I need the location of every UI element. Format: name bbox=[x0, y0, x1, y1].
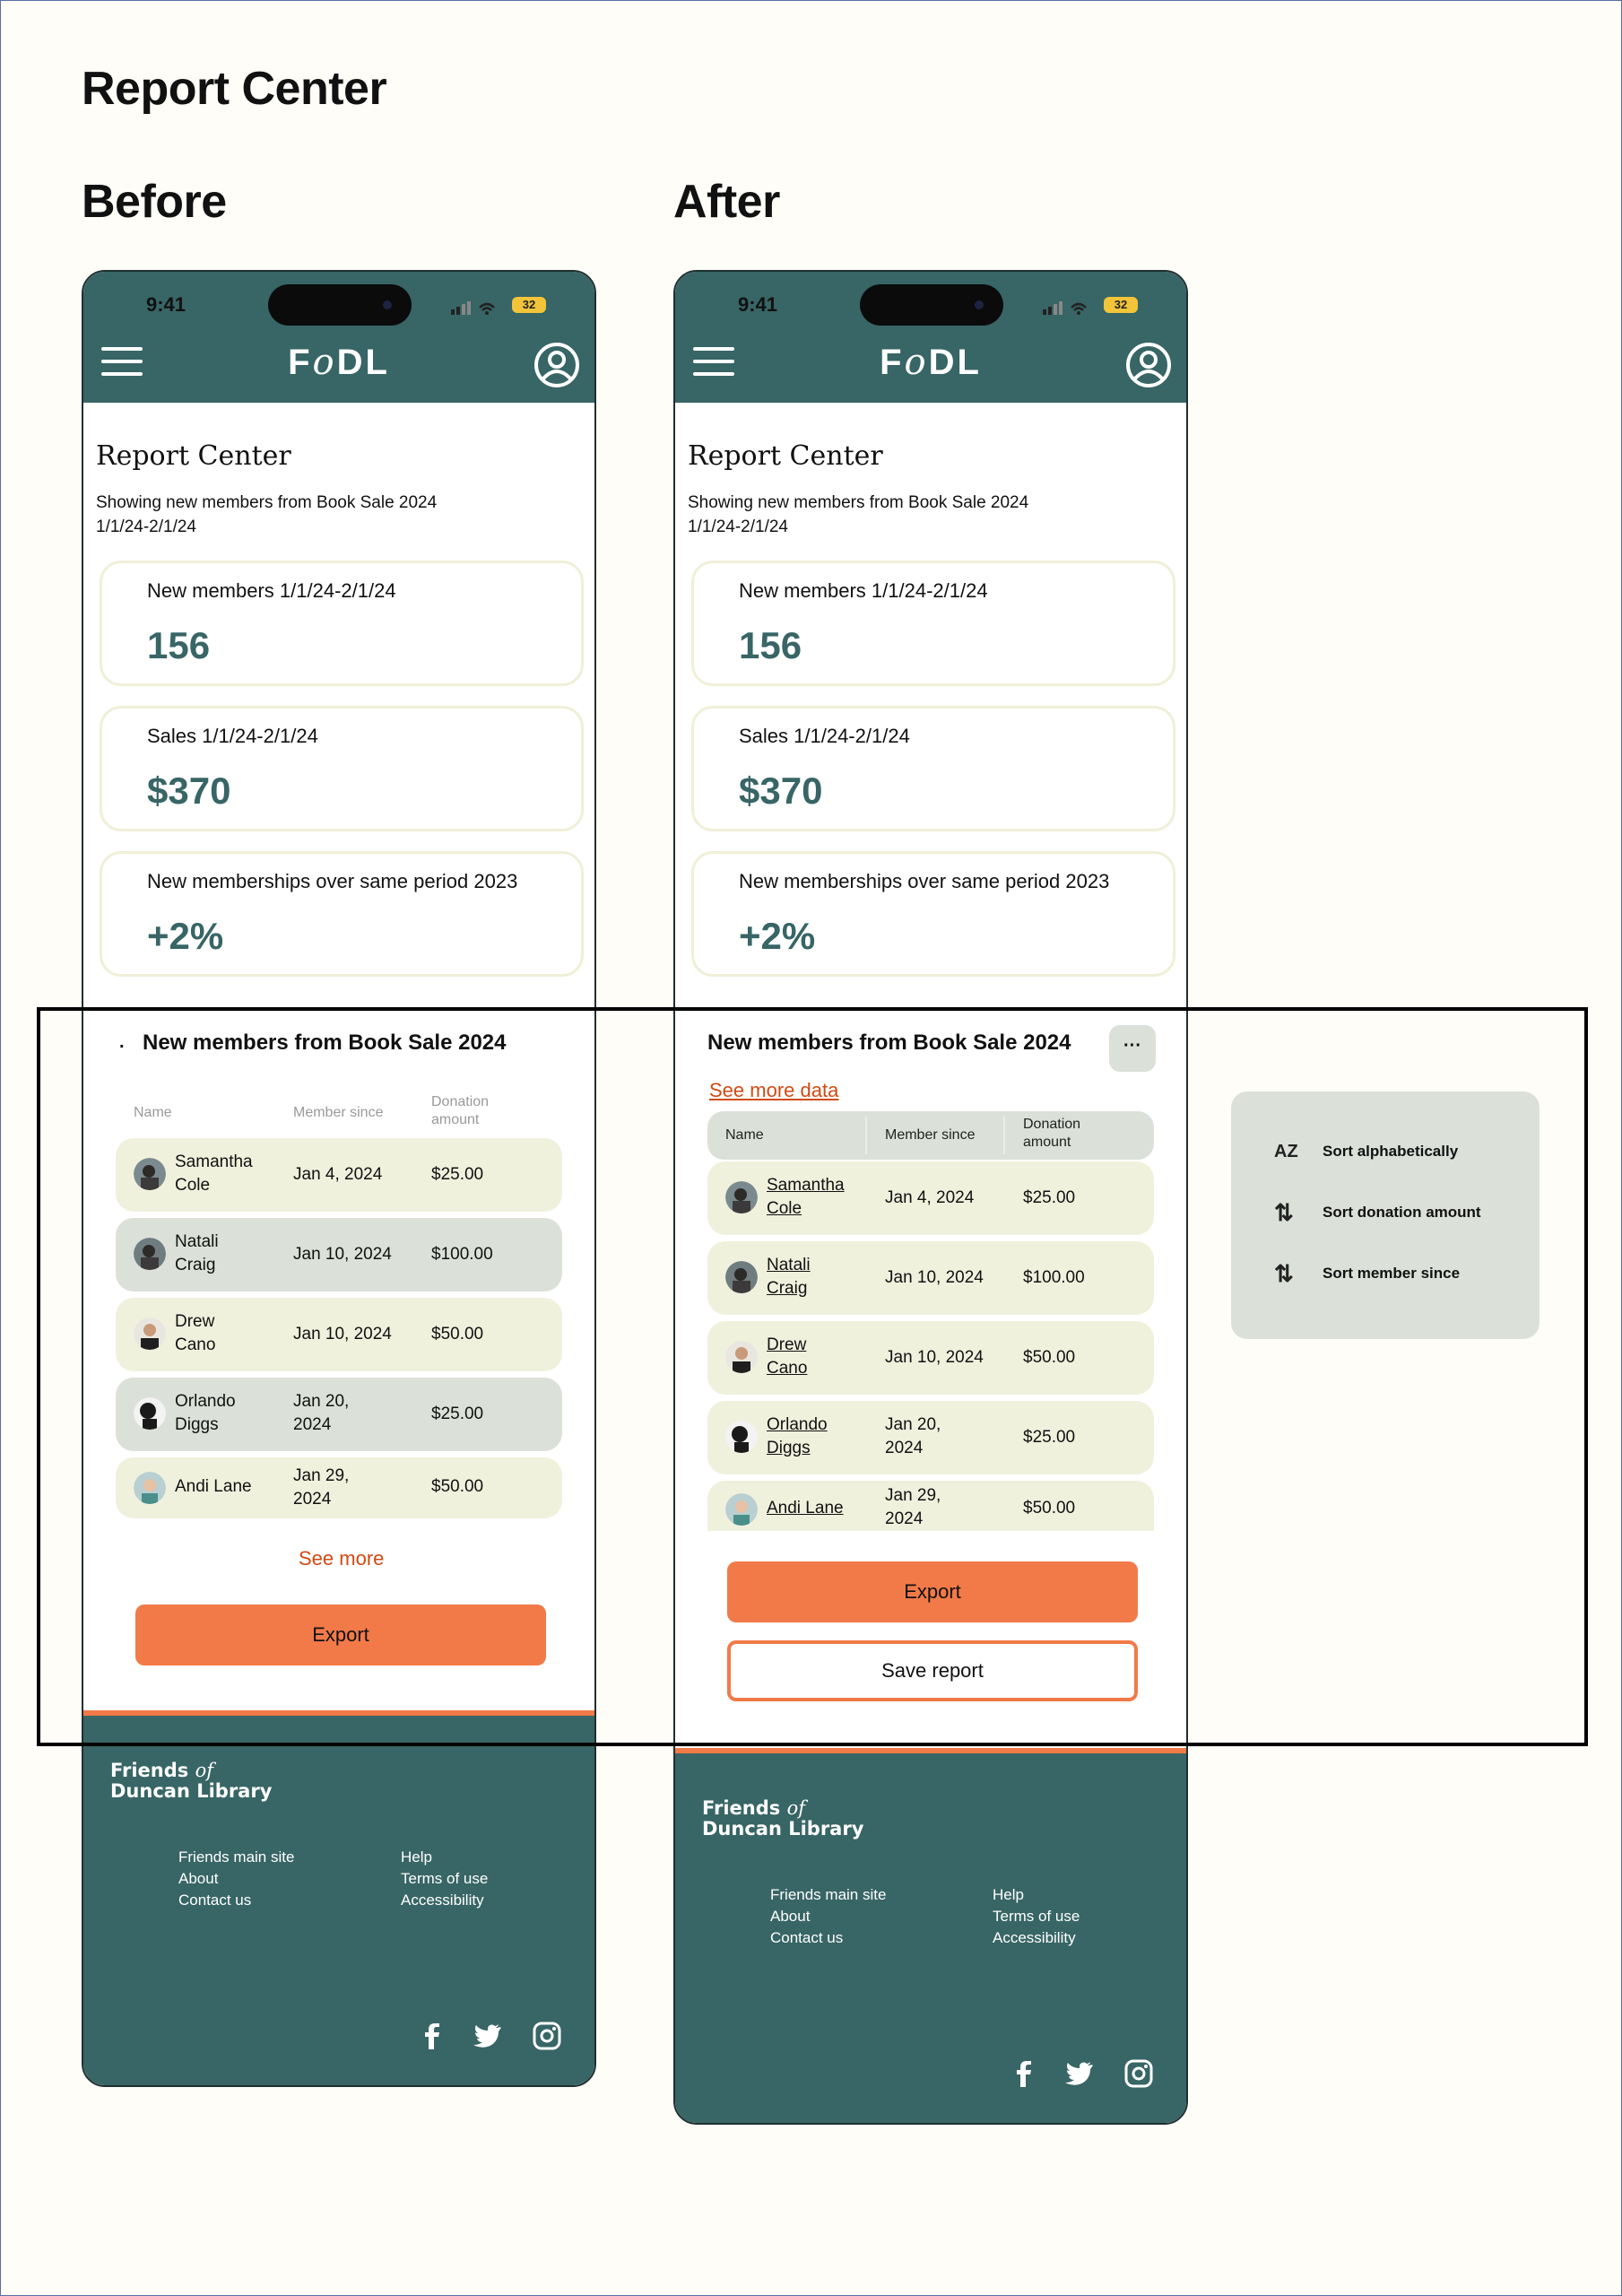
column-header-name[interactable]: Name bbox=[725, 1127, 764, 1143]
instagram-icon[interactable] bbox=[532, 2021, 562, 2051]
footer-link-main-site[interactable]: Friends main site bbox=[770, 1886, 887, 1903]
account-icon[interactable] bbox=[533, 342, 580, 388]
table-row[interactable]: Andi Lane Jan 29, 2024 $50.00 bbox=[116, 1457, 562, 1518]
table-row[interactable]: Andi Lane Jan 29, 2024 $50.00 bbox=[707, 1481, 1154, 1531]
footer-brand-logo[interactable]: Friends of Duncan Library bbox=[110, 1760, 273, 1802]
facebook-icon[interactable] bbox=[1009, 2058, 1039, 2089]
bullet: . bbox=[119, 1032, 125, 1052]
table-row[interactable]: Orlando Diggs Jan 20, 2024 $25.00 bbox=[116, 1378, 562, 1451]
member-name-link[interactable]: Samantha Cole bbox=[767, 1176, 845, 1218]
column-header-member-since[interactable]: Member since bbox=[293, 1105, 384, 1120]
status-time: 9:41 bbox=[738, 293, 778, 316]
column-header-donation[interactable]: Donation amount bbox=[431, 1094, 490, 1127]
sort-arrows-icon: ⇅ bbox=[1274, 1259, 1294, 1287]
footer-link-terms[interactable]: Terms of use bbox=[401, 1870, 489, 1887]
footer-link-contact[interactable]: Contact us bbox=[178, 1892, 252, 1909]
stat-card-new-members: New members 1/1/24-2/1/24 156 bbox=[100, 561, 584, 686]
column-header-name[interactable]: Name bbox=[134, 1105, 172, 1120]
column-header-donation[interactable]: Donation amount bbox=[1023, 1117, 1081, 1150]
instagram-icon[interactable] bbox=[1123, 2058, 1154, 2089]
stat-card-sales: Sales 1/1/24-2/1/24 $370 bbox=[691, 706, 1175, 831]
table-row[interactable]: Drew Cano Jan 10, 2024 $50.00 bbox=[707, 1321, 1154, 1395]
sort-az-icon: AZ bbox=[1274, 1141, 1298, 1161]
footer-link-main-site[interactable]: Friends main site bbox=[178, 1848, 295, 1866]
report-center-heading: Report Center bbox=[688, 440, 883, 472]
section-title: New members from Book Sale 2024 bbox=[707, 1031, 1071, 1055]
table-row[interactable]: Drew Cano Jan 10, 2024 $50.00 bbox=[116, 1298, 562, 1371]
member-name-link[interactable]: Drew Cano bbox=[767, 1335, 808, 1378]
export-button[interactable]: Export bbox=[727, 1561, 1138, 1622]
fodl-logo[interactable]: FoDL bbox=[880, 342, 982, 383]
more-options-button[interactable]: ··· bbox=[1109, 1025, 1156, 1072]
see-more-link[interactable]: See more bbox=[299, 1547, 385, 1570]
signal-wifi-icon bbox=[1043, 299, 1097, 317]
table-row[interactable]: Samantha Cole Jan 4, 2024 $25.00 bbox=[116, 1138, 562, 1212]
signal-wifi-icon bbox=[451, 299, 505, 317]
footer-link-accessibility[interactable]: Accessibility bbox=[993, 1929, 1076, 1946]
stat-card-membership-change: New memberships over same period 2023 +2% bbox=[100, 851, 584, 977]
facebook-icon[interactable] bbox=[417, 2021, 447, 2051]
footer bbox=[675, 1748, 1186, 2125]
member-name-link[interactable]: Orlando Diggs bbox=[767, 1415, 828, 1457]
footer-link-help[interactable]: Help bbox=[993, 1886, 1024, 1903]
footer-link-accessibility[interactable]: Accessibility bbox=[401, 1892, 484, 1909]
battery-icon: 32 bbox=[512, 297, 546, 313]
before-label: Before bbox=[82, 176, 227, 228]
comparison-highlight-frame bbox=[37, 1007, 1588, 1746]
stat-card-membership-change: New memberships over same period 2023 +2% bbox=[691, 851, 1175, 977]
column-header-member-since[interactable]: Member since bbox=[885, 1127, 976, 1143]
account-icon[interactable] bbox=[1125, 342, 1172, 388]
twitter-icon[interactable] bbox=[1063, 2058, 1093, 2089]
footer-link-about[interactable]: About bbox=[178, 1870, 219, 1887]
stat-card-sales: Sales 1/1/24-2/1/24 $370 bbox=[100, 706, 584, 831]
fodl-logo[interactable]: FoDL bbox=[288, 342, 390, 383]
report-subtitle: Showing new members from Book Sale 2024 1/1/24-2/1/24 bbox=[688, 493, 1029, 536]
table-row[interactable]: Orlando Diggs Jan 20, 2024 $25.00 bbox=[707, 1401, 1154, 1474]
sort-donation-amount-option[interactable]: ⇅ Sort donation amount bbox=[1274, 1198, 1481, 1226]
table-row[interactable]: Natali Craig Jan 10, 2024 $100.00 bbox=[707, 1241, 1154, 1315]
footer-brand-logo[interactable]: Friends of Duncan Library bbox=[702, 1797, 864, 1839]
battery-icon: 32 bbox=[1104, 297, 1138, 313]
report-center-heading: Report Center bbox=[96, 440, 291, 472]
footer-link-about[interactable]: About bbox=[770, 1908, 811, 1925]
sort-alphabetically-option[interactable]: AZ Sort alphabetically bbox=[1274, 1141, 1459, 1161]
report-subtitle: Showing new members from Book Sale 2024 1/1/24-2/1/24 bbox=[96, 493, 438, 536]
sort-member-since-option[interactable]: ⇅ Sort member since bbox=[1274, 1259, 1461, 1287]
member-name-link[interactable]: Andi Lane bbox=[767, 1499, 844, 1518]
table-row[interactable]: Samantha Cole Jan 4, 2024 $25.00 bbox=[707, 1161, 1154, 1235]
export-button[interactable]: Export bbox=[135, 1605, 546, 1665]
member-name-link[interactable]: Natali Craig bbox=[767, 1256, 811, 1298]
stat-card-new-members: New members 1/1/24-2/1/24 156 bbox=[691, 561, 1175, 686]
status-time: 9:41 bbox=[146, 293, 186, 316]
after-label: After bbox=[673, 176, 780, 228]
footer-link-contact[interactable]: Contact us bbox=[770, 1929, 844, 1946]
see-more-data-link[interactable]: See more data bbox=[709, 1079, 839, 1101]
footer bbox=[83, 1710, 594, 2087]
page-title: Report Center bbox=[82, 63, 387, 115]
sort-arrows-icon: ⇅ bbox=[1274, 1198, 1294, 1226]
twitter-icon[interactable] bbox=[471, 2021, 501, 2051]
save-report-button[interactable]: Save report bbox=[727, 1640, 1138, 1701]
section-title: New members from Book Sale 2024 bbox=[143, 1031, 507, 1055]
footer-link-terms[interactable]: Terms of use bbox=[993, 1908, 1080, 1925]
dynamic-island bbox=[268, 284, 412, 326]
table-row[interactable]: Natali Craig Jan 10, 2024 $100.00 bbox=[116, 1218, 562, 1292]
footer-link-help[interactable]: Help bbox=[401, 1848, 432, 1866]
dynamic-island bbox=[860, 284, 1003, 326]
